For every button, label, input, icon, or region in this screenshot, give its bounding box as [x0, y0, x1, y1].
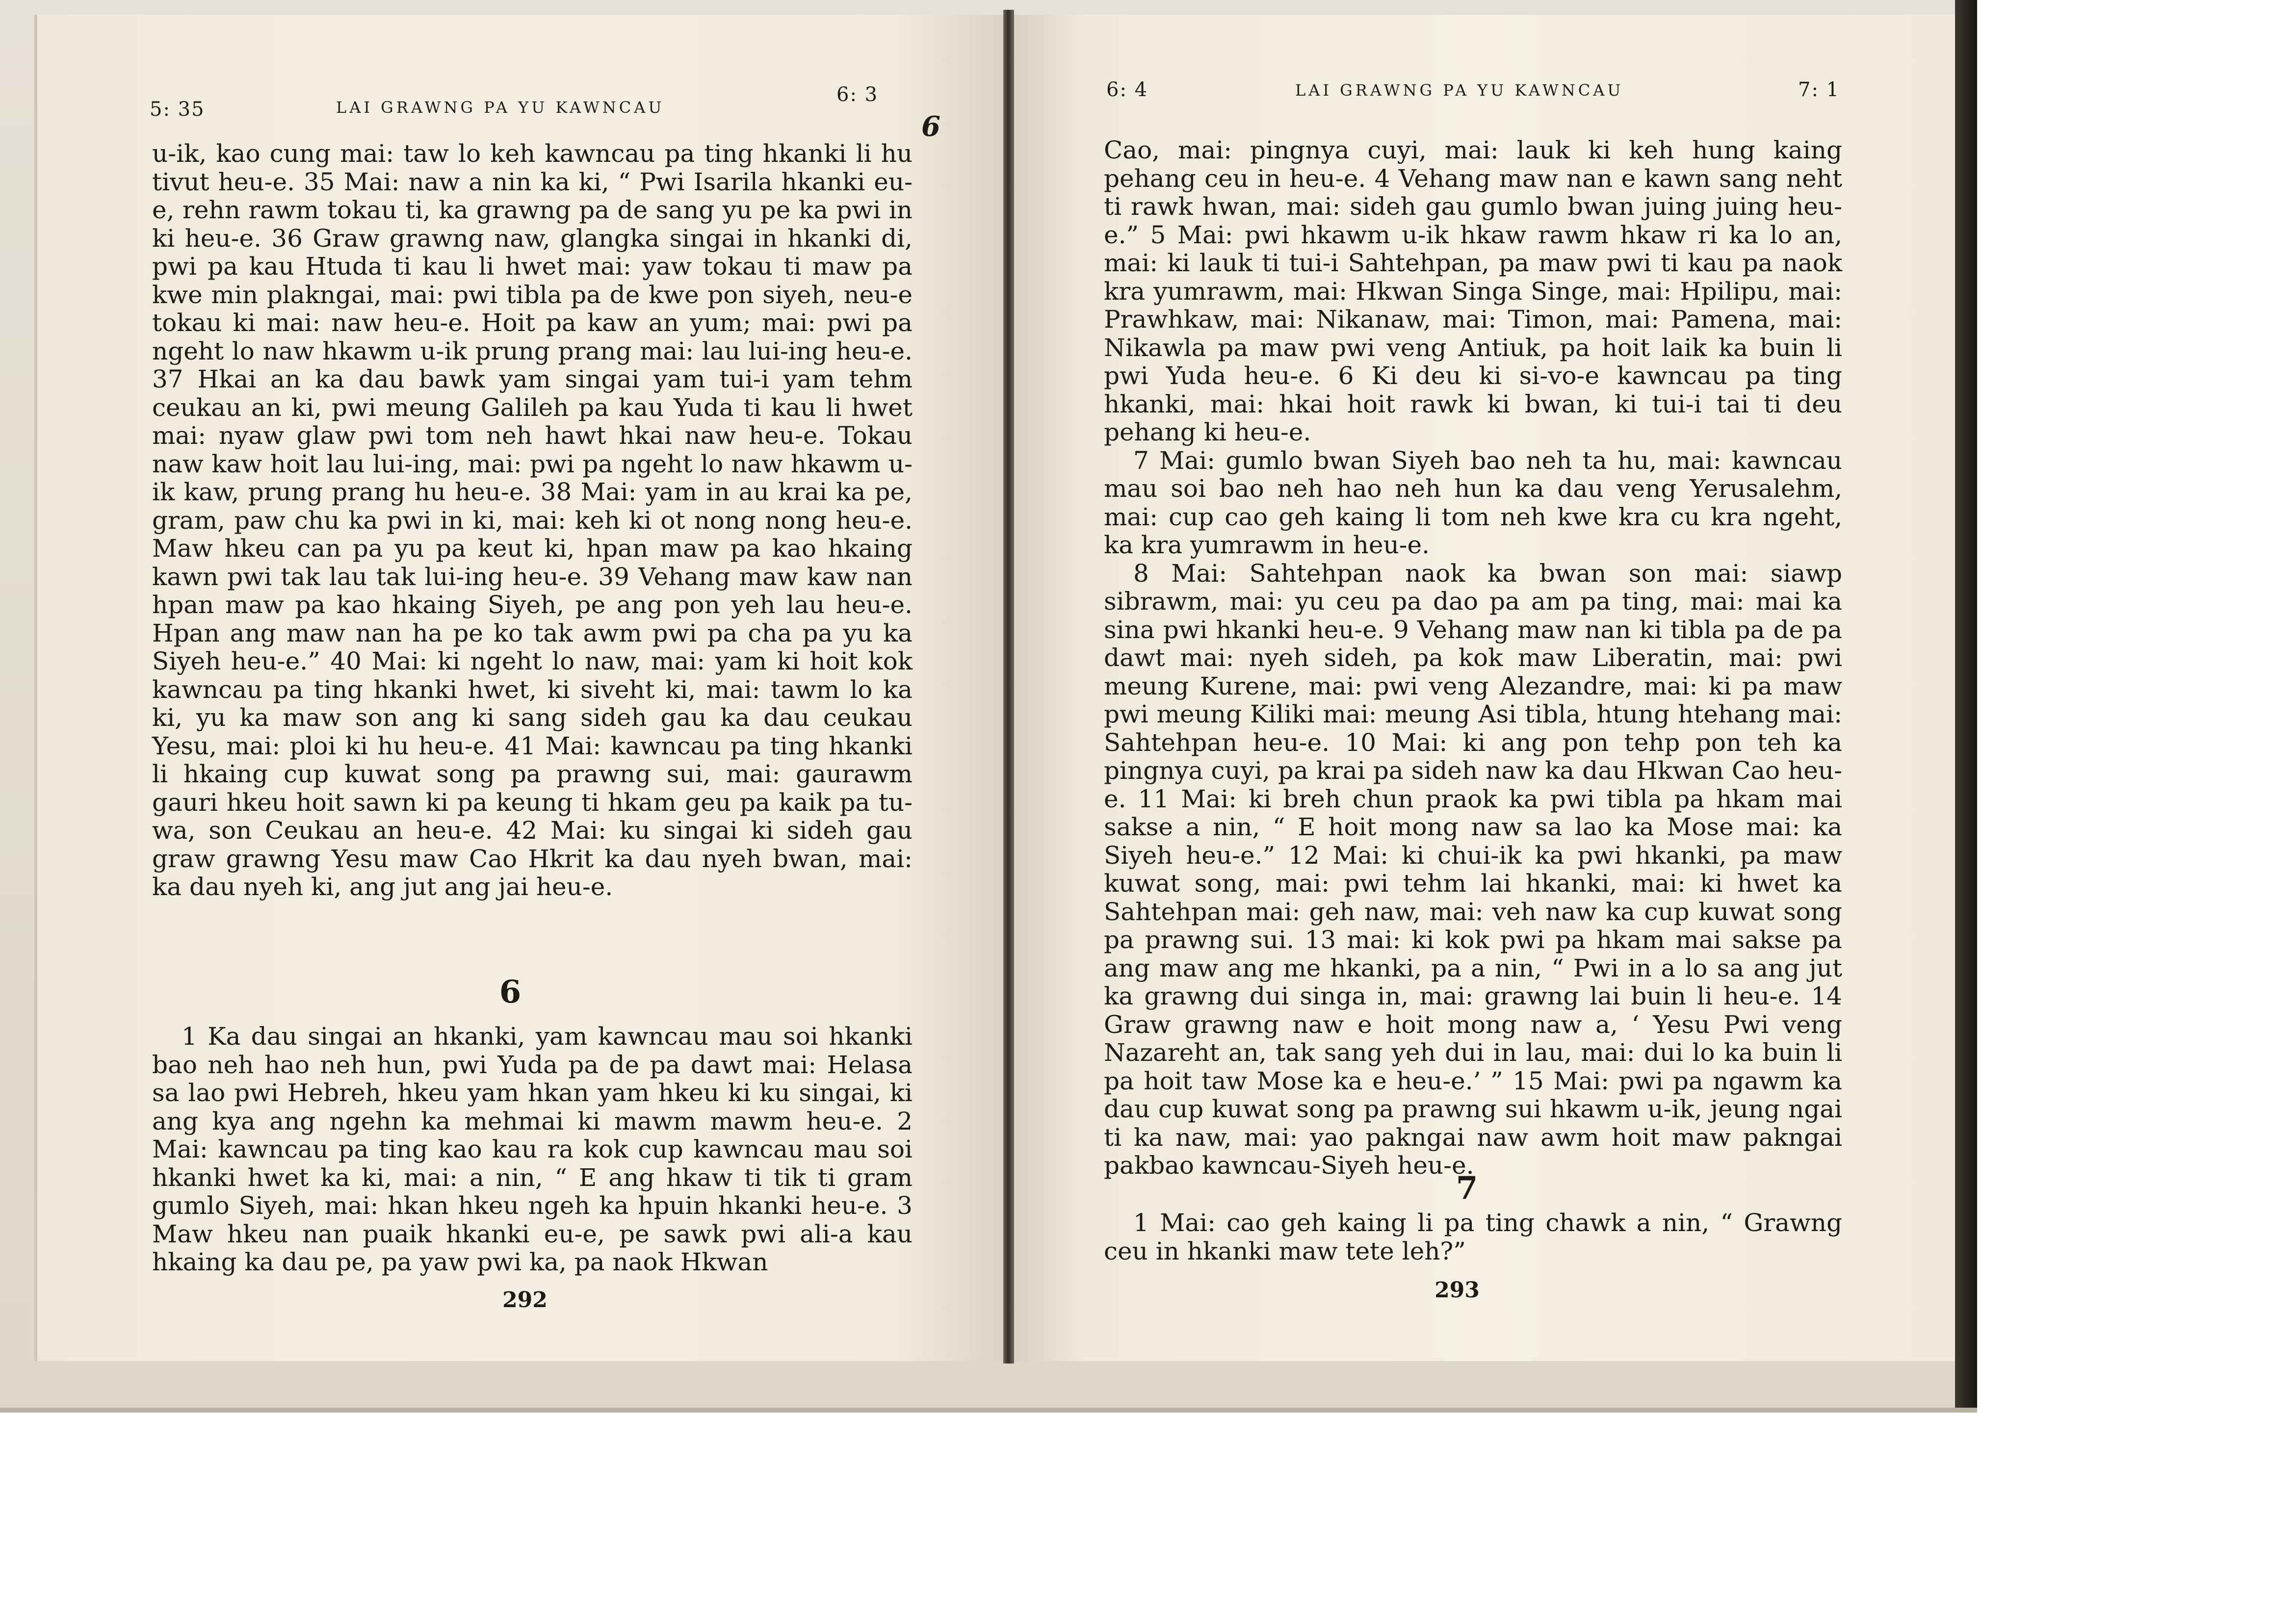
paragraph: 1 Mai: cao geh kaing li pa ting chawk a nin, “ Grawng ceu in hkanki maw tete leh?”: [1104, 1209, 1842, 1265]
chapter-heading: 6: [499, 974, 522, 1010]
paragraph: 7 Mai: gumlo bwan Siyeh bao neh ta hu, mai: kawncau mau soi bao neh hao neh hun ka dau veng Yerusalehm, mai: cup cao geh kaing li tom neh kwe kra cu kra ngeht, ka kra yumrawm in heu-e.: [1104, 446, 1842, 559]
page-number: 292: [502, 1287, 548, 1313]
right-header-verse-end: 7: 1: [1798, 78, 1840, 101]
paragraph: 1 Ka dau singai an hkanki, yam kawncau mau soi hkanki bao neh hao neh hun, pwi Yuda pa de pa dawt mai: Helasa sa lao pwi Hebreh, hkeu yam hkan yam hkeu ki ku singai, ki ang kya ang ngehn ka mehmai ki mawm mawm heu-e. 2 Mai: kawncau pa ting kao kau ra kok cup kawncau mau soi hkanki hwet ka ki, mai: a nin, “ E ang hkaw ti tik ti gram gumlo Siyeh, mai: hkan hkeu ngeh ka hpuin hkanki heu-e. 3 Maw hkeu nan puaik hkanki eu-e, pe sawk pwi ali-a kau hkaing ka dau pe, pa yaw pwi ka, pa naok Hkwan: [152, 1022, 913, 1276]
book-spine: [1003, 10, 1014, 1364]
right-chapter-text: [1104, 1209, 1842, 1265]
left-header-verse-end: 6: 3: [836, 83, 879, 106]
right-header-verse-start: 6: 4: [1106, 78, 1148, 101]
paragraph: u-ik, kao cung mai: taw lo keh kawncau pa ting hkanki li hu tivut heu-e. 35 Mai: naw a nin ka ki, “ Pwi Isarila hkanki eu-e, rehn rawm tokau ti, ka grawng pa de sang yu pe ka pwi in ki heu-e. 36 Graw grawng naw, glangka singai in hkanki di, pwi pa kau Htuda ti kau li hwet mai: yaw tokau ti maw pa kwe min plakngai, mai: pwi tibla pa de kwe pon siyeh, neu-e tokau ki mai: naw heu-e. Hoit pa kaw an yum; mai: pwi pa ngeht lo naw hkawm u-ik prung prang mai: lau lui-ing heu-e. 37 Hkai an ka dau bawk yam singai yam tui-i yam tehm ceukau an ki, pwi meung Galileh pa kau Yuda ti kau li hwet mai: nyaw glaw pwi tom neh hawt hkai naw heu-e. Tokau naw kaw hoit lau lui-ing, mai: pwi pa ngeht lo naw hkawm u-ik kaw, prung prang hu heu-e. 38 Mai: yam in au krai ka pe, gram, paw chu ka pwi in ki, mai: keh ki ot nong nong heu-e. Maw hkeu can pa yu pa keut ki, hpan maw pa kao hkaing kawn pwi tak lau tak lui-ing heu-e. 39 Vehang maw kaw nan hpan maw pa kao hkaing Siyeh, pe ang pon yeh lau heu-e. Hpan ang maw nan ha pe ko tak awm pwi pa cha pa yu ka Siyeh heu-e.” 40 Mai: ki ngeht lo naw, mai: yam ki hoit kok kawncau pa ting hkanki hwet, ki siveht ki, mai: tawm lo ka ki, yu ka maw son ang ki sang sideh gau ka dau ceukau Yesu, mai: ploi ki hu heu-e. 41 Mai: kawncau pa ting hkanki li hkaing cup kuwat song pa prawng sui, mai: gaurawm gauri hkeu hoit sawn ki pa keung ti hkam geu pa kaik pa tu-wa, son Ceukau an heu-e. 42 Mai: ku singai ki sideh gau graw grawng Yesu maw Cao Hkrit ka dau nyeh bwan, mai: ka dau nyeh ki, ang jut ang jai heu-e.: [152, 139, 913, 901]
back-cover-edge: [1955, 0, 1977, 1408]
left-running-title: LAI GRAWNG PA YU KAWNCAU: [336, 98, 665, 117]
left-page-text: [152, 140, 913, 901]
paragraph: 8 Mai: Sahtehpan naok ka bwan son mai: siawp sibrawm, mai: yu ceu pa dao pa am pa ting, mai: mai ka sina pwi hkanki heu-e. 9 Vehang maw nan ki tibla pa de pa dawt mai: nyeh sideh, pa kok maw Liberatin, mai: pwi meung Kurene, mai: pwi veng Alezandre, mai: ki pa maw pwi meung Kiliki mai: meung Asi tibla, htung htehang mai: Sahtehpan heu-e. 10 Mai: ki ang pon tehp pon teh ka pingnya cuyi, pa krai pa sideh naw ka dau Hkwan Cao heu-e. 11 Mai: ki breh chun praok ka pwi tibla pa hkam mai sakse a nin, “ E hoit mong naw sa lao ka Mose mai: ka Siyeh heu-e.” 12 Mai: ki chui-ik ka pwi hkanki, pa maw kuwat song, mai: pwi tehm lai hkanki, mai: ki hwet ka Sahtehpan mai: geh naw, mai: veh naw ka cup kuwat song pa prawng sui. 13 mai: ki kok pwi pa hkam mai sakse pa ang maw ang me hkanki, pa a nin, “ Pwi in a lo sa ang jut ka grawng dui singa in, mai: grawng lai buin li heu-e. 14 Graw grawng naw e hoit mong naw a, ‘ Yesu Pwi veng Nazareht an, tak sang yeh dui in lau, mai: dui lo ka buin li pa hoit taw Mose ka e heu-e.’ ” 15 Mai: pwi pa ngawm ka dau cup kuwat song pa prawng sui hkawm u-ik, jeung ngai ti ka naw, mai: yao pakngai naw awm hoit maw pakngai pakbao kawncau-Siyeh heu-e.: [1104, 559, 1842, 1180]
left-chapter-text: [152, 1023, 913, 1277]
left-header-verse-start: 5: 35: [150, 98, 205, 121]
page-number: 293: [1435, 1278, 1480, 1303]
paragraph: Cao, mai: pingnya cuyi, mai: lauk ki keh hung kaing pehang ceu in heu-e. 4 Vehang maw nan e kawn sang neht ti rawk hwan, mai: sideh gau gumlo bwan juing juing heu-e.” 5 Mai: pwi hkawm u-ik hkaw rawm hkaw ri ka lo an, mai: ki lauk ti tui-i Sahtehpan, pa maw pwi ti kau pa naok kra yumrawm, mai: Hkwan Singa Singe, mai: Hpilipu, mai: Prawhkaw, mai: Nikanaw, mai: Timon, mai: Pamena, mai: Nikawla pa maw pwi veng Antiuk, pa hoit laik ka buin li pwi Yuda heu-e. 6 Ki deu ki si-vo-e kawncau pa ting hkanki, mai: hkai hoit rawk ki bwan, ki tui-i tai ti deu pehang ki heu-e.: [1104, 136, 1842, 446]
right-running-title: LAI GRAWNG PA YU KAWNCAU: [1295, 81, 1624, 100]
handwritten-margin-mark: 6: [921, 110, 940, 143]
right-page-text: [1104, 136, 1842, 1180]
chapter-heading: 7: [1456, 1170, 1478, 1207]
